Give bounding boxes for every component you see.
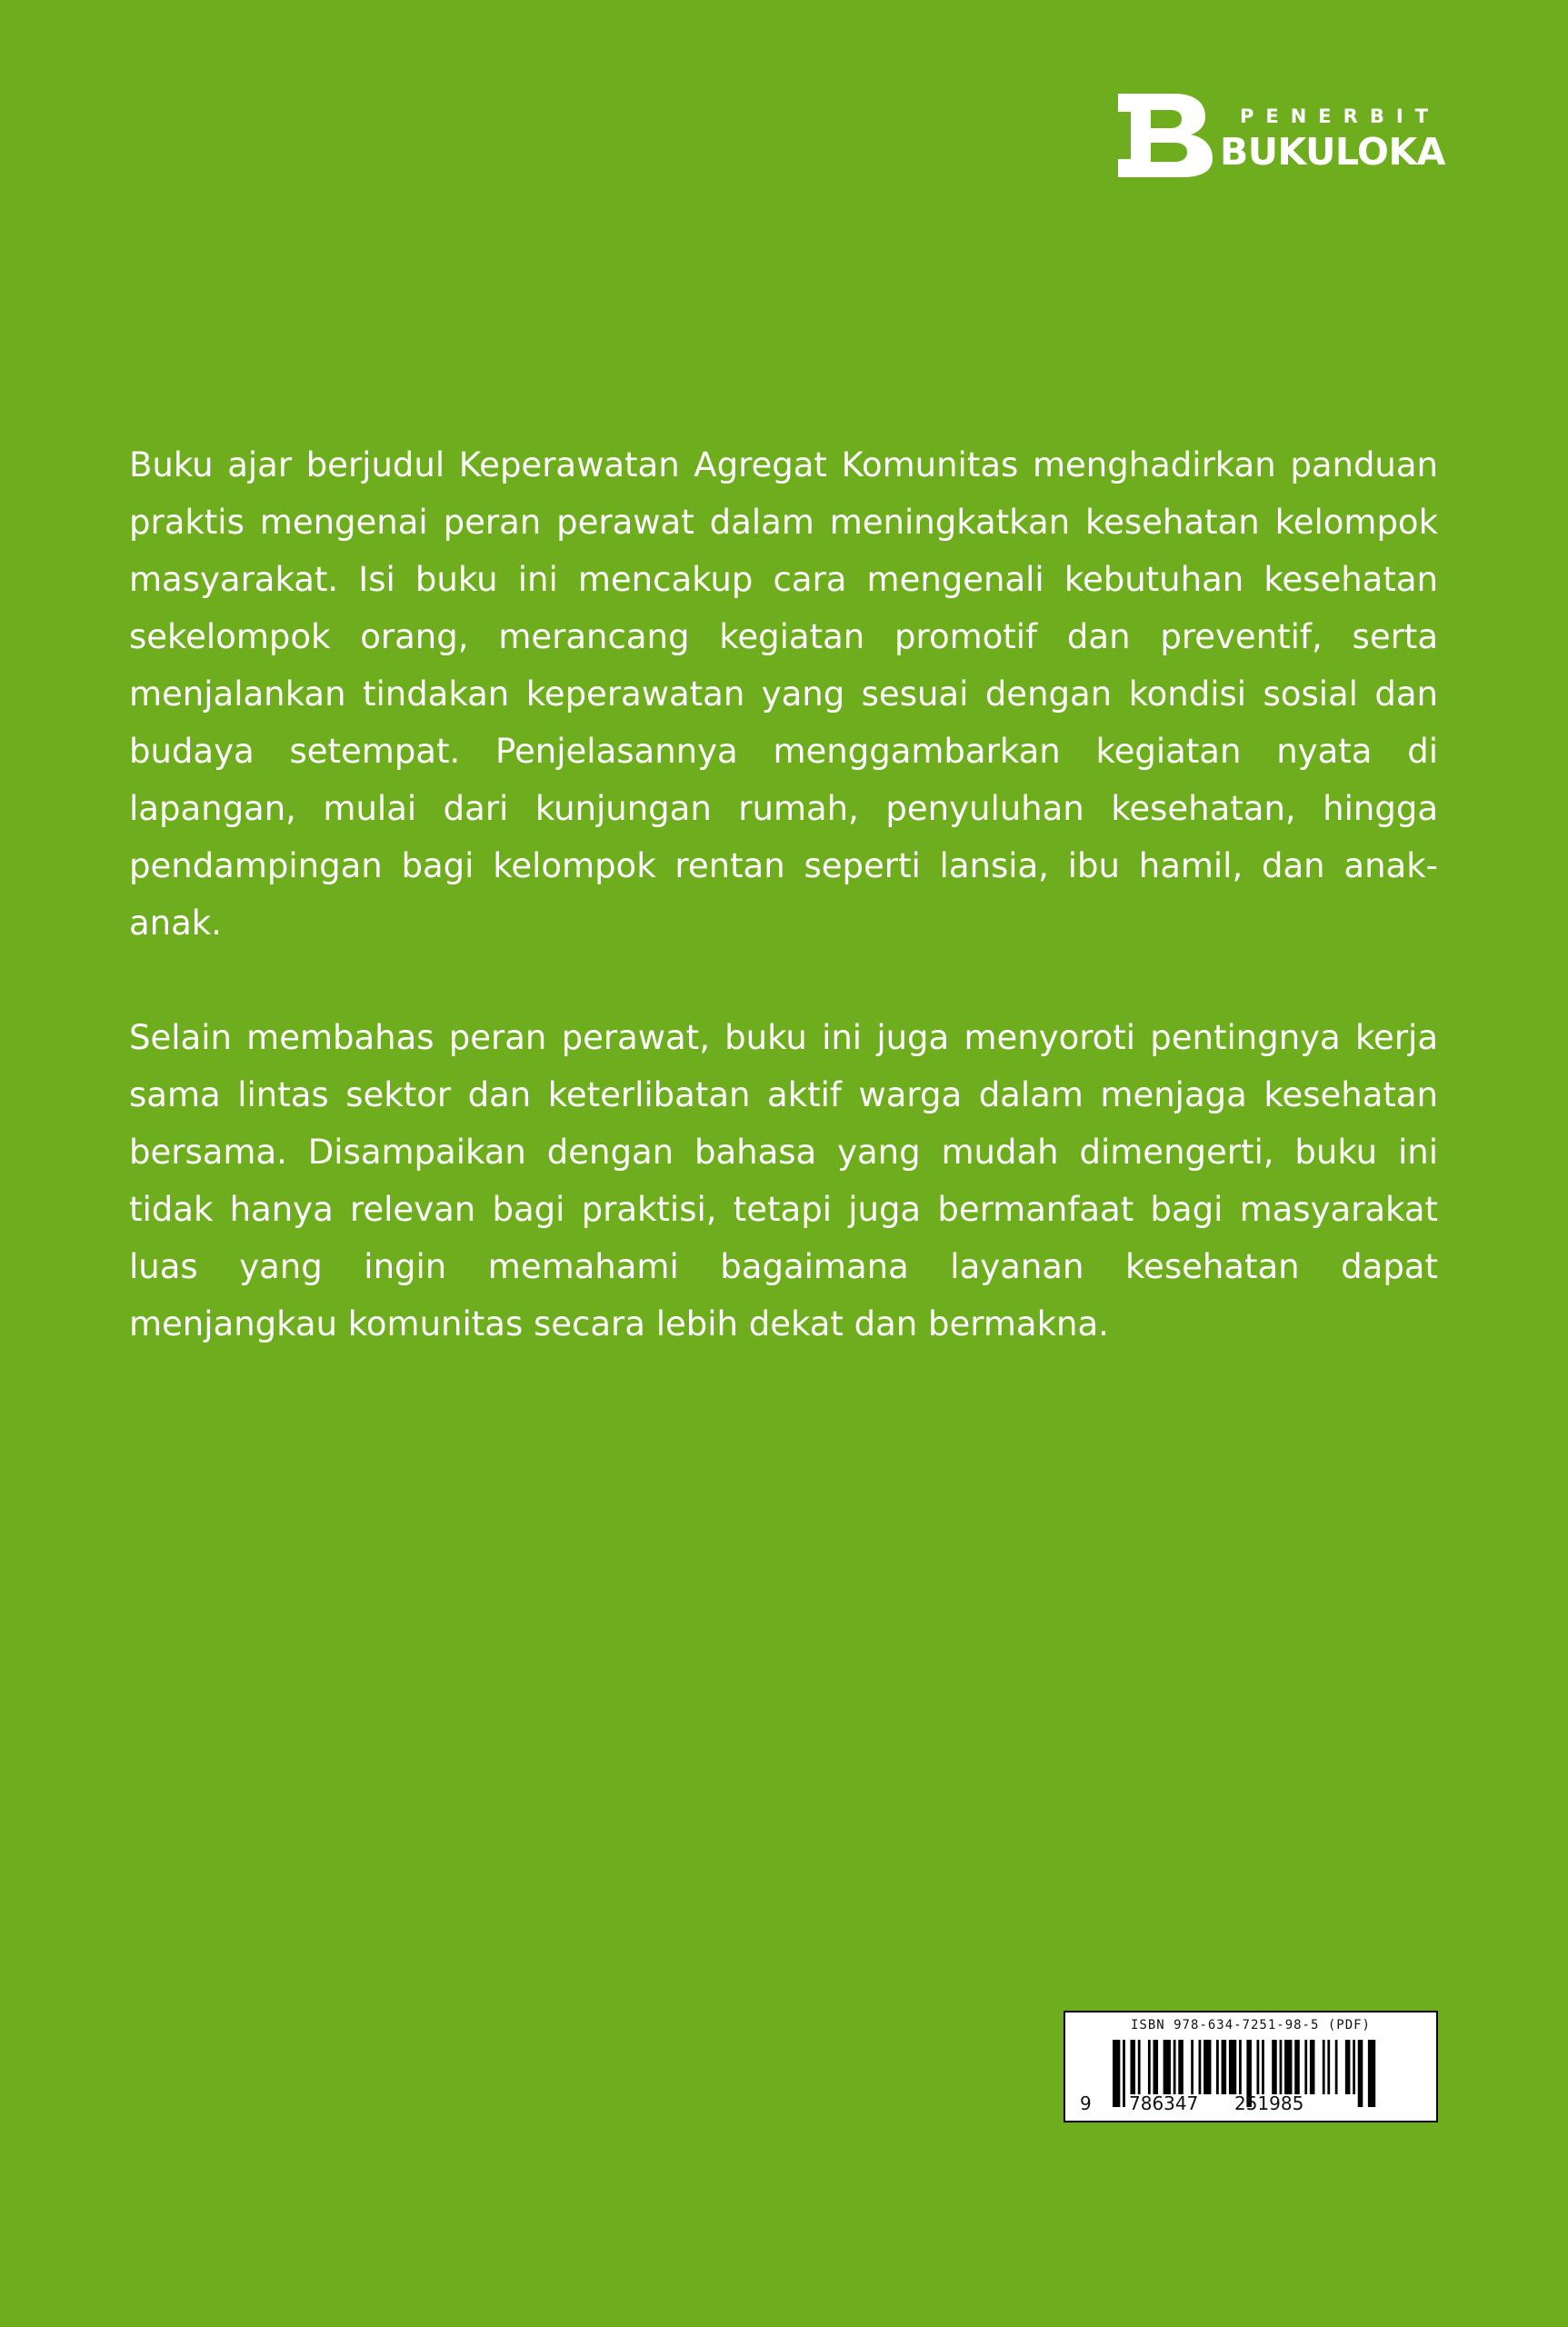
isbn-barcode xyxy=(1064,2011,1438,2122)
logo-b-mark xyxy=(1118,94,1218,177)
barcode-digit-first: 9 xyxy=(1080,2092,1092,2114)
barcode-digits-right: 251985 xyxy=(1234,2092,1304,2114)
blurb-paragraph-1: Buku ajar berjudul Keperawatan Agregat Komunitas menghadirkan panduan praktis mengenai peran perawat dalam meningkatkan kesehatan kelompok masyarakat. Isi buku ini mencakup cara mengenali kebutuhan kesehatan sekelompok orang, merancang kegiatan promotif dan preventif, serta menjalankan tindakan keperawatan yang sesuai dengan kondisi sosial dan budaya setempat. Penjelasannya menggambarkan kegiatan nyata di lapangan, mulai dari kunjungan rumah, penyuluhan kesehatan, hingga pendampingan bagi kelompok rentan seperti lansia, ibu hamil, dan anak-anak. xyxy=(129,445,1438,943)
logo-penerbit-label: PENERBIT xyxy=(1240,105,1440,127)
back-cover-blurb xyxy=(129,436,1438,1353)
blurb-paragraph-2: Selain membahas peran perawat, buku ini juga menyoroti pentingnya kerja sama lintas sektor dan keterlibatan aktif warga dalam menjaga kesehatan bersama. Disampaikan dengan bahasa yang mudah dimengerti, buku ini tidak hanya relevan bagi praktisi, tetapi juga bermanfaat bagi masyarakat luas yang ingin memahami bagaimana layanan kesehatan dapat menjangkau komunitas secara lebih dekat dan bermakna. xyxy=(129,1018,1438,1343)
isbn-label: ISBN 978-634-7251-98-5 (PDF) xyxy=(1130,2018,1371,2032)
barcode-digits-left: 786347 xyxy=(1129,2092,1199,2114)
publisher-logo xyxy=(1118,94,1445,177)
logo-publisher-name: BUKULOKA xyxy=(1220,130,1445,174)
